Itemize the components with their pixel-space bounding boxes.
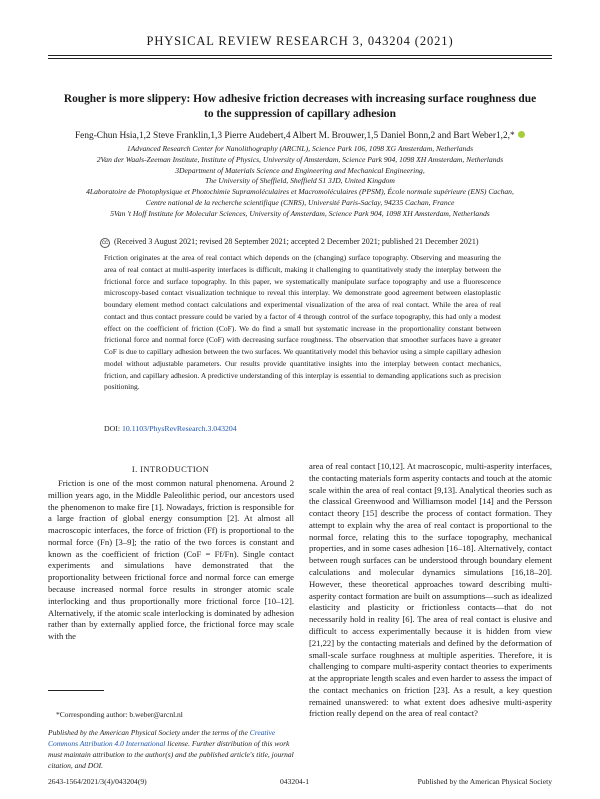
header-rule-second xyxy=(48,58,552,59)
affiliations xyxy=(48,144,552,220)
license-after: license. Further distribution of this work must maintain attribution to the author(s) and the published article's title, journal citation, and DOI. xyxy=(48,739,294,770)
affiliation-4: 4Laboratoire de Photophysique et Photochimie Supramoléculaires et Macromoléculaires (PPSM), École normale supérieure (ENS) Cachan, xyxy=(86,187,514,197)
journal-header: PHYSICAL REVIEW RESEARCH 3, 043204 (2021) xyxy=(146,34,454,48)
affiliation-5: 5Van 't Hoff Institute for Molecular Sciences, University of Amsterdam, Science Park 904, 1098 XH Amsterdam, Netherlands xyxy=(110,208,490,218)
article-title: Rougher is more slippery: How adhesive friction decreases with increasing surface roughness due to the suppression of capillary adhesion xyxy=(63,93,537,120)
license-before: Published by the American Physical Society under the terms of the xyxy=(48,728,248,737)
corresponding-author: *Corresponding author: b.weber@arcnl.nl xyxy=(56,710,183,719)
authors-text: Feng-Chun Hsia,1,2 Steve Franklin,1,3 Pierre Audebert,4 Albert M. Brouwer,1,5 Daniel Bonn,2 and Bart Weber1,2,* xyxy=(74,131,515,141)
license-note xyxy=(48,727,294,771)
doi-link[interactable]: 10.1103/PhysRevResearch.3.043204 xyxy=(121,424,237,433)
affiliation-3-cont: The University of Sheffield, Sheffield S1 3JD, United Kingdom xyxy=(205,176,395,186)
affiliation-1: 1Advanced Research Center for Nanolithography (ARCNL), Science Park 106, 1098 XG Amsterdam, Netherlands xyxy=(126,144,474,153)
doi-line xyxy=(104,424,237,433)
footnote-rule xyxy=(48,690,104,691)
affiliation-2: 2Van der Waals-Zeeman Institute, Institute of Physics, University of Amsterdam, Science Park 904, 1098 XH Amsterdam, Netherlands xyxy=(96,154,504,164)
author-list xyxy=(48,130,552,142)
orcid-icon[interactable] xyxy=(518,131,525,138)
abstract: Friction originates at the area of real contact which depends on the (changing) surface topography. Observing and measuring the area of real contact at multi-asperity interfaces is difficult, making it challenging to quantitatively study the interplay between the frictional force and surface topography. In this paper, we systematically manipulate surface topography and use a fluorescence microscopy-based contact visualization technique to reveal this interplay. We demonstrate good agreement between elastoplastic boundary element method contact calculations and experimental visualization of the area of real contact. While the area of real contact and thus contact pressure could be varied by a factor of 4 through control of the surface topography, this had only a modest effect on the coefficient of friction (CoF). We do find a small but systematic increase in the proportionality constant between frictional force and normal force (CoF) with decreasing surface roughness. The observation that smoother surfaces have a greater CoF is due to capillary adhesion between the two surfaces. We quantitatively model this behavior using a simple capillary adhesion model without adjustable parameters. Our results provide quantitative insights into the interplay between contact mechanics, friction, and capillary adhesion. A predictive understanding of this interplay is essential to demanding applications such as precision positioning. xyxy=(104,253,501,392)
affiliation-4-cont: Centre national de la recherche scientifique (CNRS), Université Paris-Saclay, 94235 Cachan, France xyxy=(145,197,455,207)
received-dates xyxy=(100,236,520,248)
footer-publisher: Published by the American Physical Society xyxy=(417,777,552,786)
section-heading: I. INTRODUCTION xyxy=(131,464,210,474)
license-link[interactable]: Creative Commons Attribution 4.0 International xyxy=(48,728,276,748)
body-left-column: Friction is one of the most common natural phenomena. Around 2 million years ago, in the Middle Paleolithic period, our ancestors used the phenomenon to make fire [1]. Nowadays, friction is responsible for a large fraction of global energy consumption [2]. At almost all macroscopic interfaces, the force of friction (Ff) is proportional to the normal force (Fn) [3–9]; the ratio of the two forces is constant and known as the coefficient of friction (CoF = Ff/Fn). Single contact experiments and simulations have demonstrated that the proportionality between frictional force and normal force can emerge because increased normal force results in stronger atomic scale interlocking and thus proportionally more frictional force [10–12]. Alternatively, if the atomic scale interlocking is dominated by adhesion rather than by externally applied force, the frictional force may scale with the xyxy=(48,478,294,642)
doi-label: DOI: xyxy=(104,424,121,433)
affiliation-3: 3Department of Materials Science and Engineering and Mechanical Engineering, xyxy=(175,165,425,175)
open-access-icon: cc xyxy=(102,240,108,246)
footer-issn: 2643-1564/2021/3(4)/043204(9) xyxy=(48,777,147,786)
body-right-column: area of real contact [10,12]. At macroscopic, multi-asperity interfaces, the contacting materials form asperity contacts and touch at the atomic scale within the area of real contact [9,13]. Analytical theories such as the classical Greenwood and Williamson model [14] and the Persson contact theory [15] describe the process of contact formation. They attempt to explain why the area of real contact is proportional to the normal force, relating this to the surface topography, mechanical properties, and in some cases adhesion [16–18]. Alternatively, contact between rough surfaces can be understood through boundary element calculations and molecular dynamics simulations [16,18–20]. However, these theoretical approaches toward describing multi-asperity contact formation are built on assumptions—such as idealized elasticity and plasticity or frictionless contacts—that do not necessarily hold in reality [6]. The area of real contact is elusive and difficult to access experimentally because it is hidden from view [21,22] by the contacting materials and defined by the deformation of small-scale surface roughness at multiple asperities. Therefore, it is challenging to compare multi-asperity contact theories to experiments at the appropriate length scales and even harder to assess the impact of the contact mechanics on friction [23]. As a result, a key question remained unanswered: to what extent does adhesive multi-asperity friction really depend on the area of real contact? xyxy=(309,461,552,719)
footer-page-number: 043204-1 xyxy=(280,777,310,786)
header-rule xyxy=(48,55,552,56)
received-text: (Received 3 August 2021; revised 28 September 2021; accepted 2 December 2021; published 21 December 2021) xyxy=(114,237,479,246)
